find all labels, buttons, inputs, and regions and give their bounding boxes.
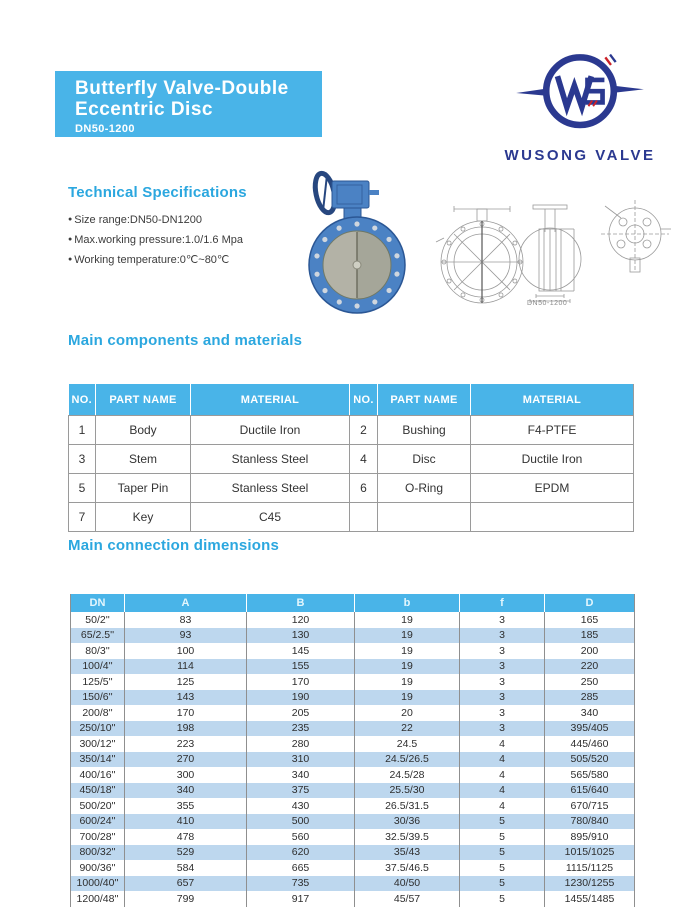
column-header: NO. xyxy=(350,384,378,416)
table-cell: 40/50 xyxy=(355,876,460,892)
section-heading-technical-specifications: Technical Specifications xyxy=(68,184,247,201)
table-cell: 350/14'' xyxy=(71,752,125,768)
table-cell: 205 xyxy=(247,705,355,721)
table-cell: EPDM xyxy=(471,474,634,503)
table-cell: 1230/1255 xyxy=(545,876,635,892)
table-cell: 120 xyxy=(247,612,355,628)
table-cell: 800/32'' xyxy=(71,845,125,861)
table-cell xyxy=(378,503,471,532)
table-cell: 735 xyxy=(247,876,355,892)
table-cell: 375 xyxy=(247,783,355,799)
table-cell: 5 xyxy=(460,891,545,907)
column-header: NO. xyxy=(69,384,96,416)
table-cell: Stem xyxy=(96,445,191,474)
table-cell: 26.5/31.5 xyxy=(355,798,460,814)
table-row xyxy=(71,752,635,768)
table-cell: 400/16'' xyxy=(71,767,125,783)
side-view-drawing xyxy=(516,202,588,306)
table-cell xyxy=(350,503,378,532)
table-cell: C45 xyxy=(191,503,350,532)
table-cell: 7 xyxy=(69,503,96,532)
table-cell: 395/405 xyxy=(545,721,635,737)
table-cell: 19 xyxy=(355,674,460,690)
table-cell: 170 xyxy=(125,705,247,721)
table-cell: 235 xyxy=(247,721,355,737)
table-cell: 430 xyxy=(247,798,355,814)
table-cell: 670/715 xyxy=(545,798,635,814)
table-cell: 5 xyxy=(460,845,545,861)
table-row xyxy=(71,829,635,845)
table-cell: Bushing xyxy=(378,416,471,445)
table-cell: 500/20'' xyxy=(71,798,125,814)
table-cell: 500 xyxy=(247,814,355,830)
table-cell: 5 xyxy=(69,474,96,503)
table-cell: 190 xyxy=(247,690,355,706)
components-table-header xyxy=(69,384,634,416)
table-cell: 185 xyxy=(545,628,635,644)
product-title-block xyxy=(55,71,322,137)
table-row xyxy=(71,736,635,752)
dimensions-table xyxy=(70,594,635,907)
table-cell: 220 xyxy=(545,659,635,675)
table-cell: 445/460 xyxy=(545,736,635,752)
table-cell: 280 xyxy=(247,736,355,752)
table-cell: 3 xyxy=(460,721,545,737)
table-cell: 35/43 xyxy=(355,845,460,861)
table-cell: 615/640 xyxy=(545,783,635,799)
table-row xyxy=(71,767,635,783)
table-cell: 1000/40'' xyxy=(71,876,125,892)
spec-item: ● Working temperature:0℃~80℃ xyxy=(68,250,243,270)
table-cell: 37.5/46.5 xyxy=(355,860,460,876)
table-cell: 198 xyxy=(125,721,247,737)
table-cell: 45/57 xyxy=(355,891,460,907)
table-cell: 22 xyxy=(355,721,460,737)
table-cell: 19 xyxy=(355,628,460,644)
column-header: A xyxy=(125,594,247,612)
table-cell: 30/36 xyxy=(355,814,460,830)
table-cell: 3 xyxy=(460,690,545,706)
table-row xyxy=(71,659,635,675)
table-cell: 125 xyxy=(125,674,247,690)
table-cell: 584 xyxy=(125,860,247,876)
table-cell: 665 xyxy=(247,860,355,876)
table-cell: 3 xyxy=(460,659,545,675)
table-cell: 5 xyxy=(460,829,545,845)
column-header: DN xyxy=(71,594,125,612)
table-cell: 300/12'' xyxy=(71,736,125,752)
table-cell: 19 xyxy=(355,690,460,706)
table-row xyxy=(71,798,635,814)
table-row xyxy=(71,674,635,690)
dimensions-table-header xyxy=(71,594,635,612)
section-heading-components: Main components and materials xyxy=(68,332,303,349)
table-row xyxy=(69,474,634,503)
table-cell: 19 xyxy=(355,643,460,659)
table-cell: 560 xyxy=(247,829,355,845)
table-row xyxy=(71,783,635,799)
table-cell: 5 xyxy=(460,876,545,892)
table-cell: 250 xyxy=(545,674,635,690)
table-cell: 1455/1485 xyxy=(545,891,635,907)
table-cell: 620 xyxy=(247,845,355,861)
column-header: PART NAME xyxy=(378,384,471,416)
table-cell: 32.5/39.5 xyxy=(355,829,460,845)
spec-item: ● Max.working pressure:1.0/1.6 Mpa xyxy=(68,230,243,250)
table-cell: 355 xyxy=(125,798,247,814)
table-cell: 65/2.5'' xyxy=(71,628,125,644)
table-cell: 300 xyxy=(125,767,247,783)
table-row xyxy=(71,860,635,876)
table-cell: 6 xyxy=(350,474,378,503)
table-cell: 25.5/30 xyxy=(355,783,460,799)
table-cell: 478 xyxy=(125,829,247,845)
column-header: f xyxy=(460,594,545,612)
table-cell: 20 xyxy=(355,705,460,721)
table-cell: 1200/48'' xyxy=(71,891,125,907)
table-cell: 4 xyxy=(460,783,545,799)
table-cell: 450/18'' xyxy=(71,783,125,799)
table-cell: 143 xyxy=(125,690,247,706)
table-cell: Disc xyxy=(378,445,471,474)
table-row xyxy=(71,814,635,830)
table-cell: 900/36'' xyxy=(71,860,125,876)
table-cell: 150/6'' xyxy=(71,690,125,706)
components-table xyxy=(68,384,634,532)
drawing-size-label: DN50-1200 xyxy=(527,300,568,307)
table-cell: 1 xyxy=(69,416,96,445)
table-cell: 700/28'' xyxy=(71,829,125,845)
product-title-line1: Butterfly Valve-Double xyxy=(75,78,289,99)
table-cell: 3 xyxy=(69,445,96,474)
table-cell: 223 xyxy=(125,736,247,752)
table-cell: 130 xyxy=(247,628,355,644)
table-row xyxy=(71,612,635,628)
table-cell: 270 xyxy=(125,752,247,768)
flange-view-drawing xyxy=(597,196,673,278)
table-cell: 155 xyxy=(247,659,355,675)
table-cell: 505/520 xyxy=(545,752,635,768)
table-cell: 24.5/26.5 xyxy=(355,752,460,768)
table-cell: 145 xyxy=(247,643,355,659)
table-row xyxy=(69,445,634,474)
product-title-line2: Eccentric Disc xyxy=(75,99,213,120)
table-cell: 24.5/28 xyxy=(355,767,460,783)
table-cell: 50/2'' xyxy=(71,612,125,628)
table-cell: 4 xyxy=(460,798,545,814)
table-cell: 125/5'' xyxy=(71,674,125,690)
table-cell: Key xyxy=(96,503,191,532)
table-cell: 3 xyxy=(460,612,545,628)
table-cell: 250/10'' xyxy=(71,721,125,737)
table-cell: 100/4'' xyxy=(71,659,125,675)
table-cell: 529 xyxy=(125,845,247,861)
brand-logo xyxy=(495,48,665,164)
wusong-logo-icon xyxy=(514,48,646,140)
table-cell: F4-PTFE xyxy=(471,416,634,445)
table-row xyxy=(71,891,635,907)
table-row xyxy=(71,643,635,659)
table-cell: 4 xyxy=(460,736,545,752)
table-cell: 1115/1125 xyxy=(545,860,635,876)
table-row xyxy=(71,705,635,721)
table-cell: 565/580 xyxy=(545,767,635,783)
table-cell: 3 xyxy=(460,643,545,659)
table-cell: 3 xyxy=(460,628,545,644)
table-cell: 657 xyxy=(125,876,247,892)
table-row xyxy=(71,721,635,737)
table-cell: 5 xyxy=(460,814,545,830)
column-header: b xyxy=(355,594,460,612)
table-cell: Stanless Steel xyxy=(191,474,350,503)
table-cell: O-Ring xyxy=(378,474,471,503)
table-cell: 3 xyxy=(460,674,545,690)
table-cell: 310 xyxy=(247,752,355,768)
table-cell: Body xyxy=(96,416,191,445)
table-cell: 200/8'' xyxy=(71,705,125,721)
table-row xyxy=(69,416,634,445)
product-size-range: DN50-1200 xyxy=(75,123,135,135)
table-cell: Taper Pin xyxy=(96,474,191,503)
column-header: D xyxy=(545,594,635,612)
column-header: MATERIAL xyxy=(471,384,634,416)
table-cell: 114 xyxy=(125,659,247,675)
table-cell: 165 xyxy=(545,612,635,628)
section-heading-dimensions: Main connection dimensions xyxy=(68,537,280,554)
table-cell: 100 xyxy=(125,643,247,659)
table-cell: 1015/1025 xyxy=(545,845,635,861)
spec-item: ● Size range:DN50-DN1200 xyxy=(68,210,243,230)
table-cell: Ductile Iron xyxy=(471,445,634,474)
table-cell: 340 xyxy=(247,767,355,783)
table-row xyxy=(71,628,635,644)
table-cell: 410 xyxy=(125,814,247,830)
table-cell: Stanless Steel xyxy=(191,445,350,474)
table-cell: 19 xyxy=(355,659,460,675)
table-row xyxy=(69,503,634,532)
table-cell: 200 xyxy=(545,643,635,659)
table-row xyxy=(71,690,635,706)
table-cell: 93 xyxy=(125,628,247,644)
table-cell: 4 xyxy=(460,752,545,768)
table-row xyxy=(71,845,635,861)
table-cell: 83 xyxy=(125,612,247,628)
table-cell: 19 xyxy=(355,612,460,628)
table-cell xyxy=(471,503,634,532)
table-cell: 24.5 xyxy=(355,736,460,752)
column-header: MATERIAL xyxy=(191,384,350,416)
table-cell: 4 xyxy=(460,767,545,783)
table-cell: 780/840 xyxy=(545,814,635,830)
brand-name: WUSONG VALVE xyxy=(504,147,656,164)
table-cell: 895/910 xyxy=(545,829,635,845)
table-cell: 917 xyxy=(247,891,355,907)
table-cell: 2 xyxy=(350,416,378,445)
column-header: PART NAME xyxy=(96,384,191,416)
valve-photo xyxy=(296,166,418,318)
column-header: B xyxy=(247,594,355,612)
table-cell: 4 xyxy=(350,445,378,474)
table-row xyxy=(71,876,635,892)
spec-list xyxy=(68,210,243,270)
table-cell: 80/3'' xyxy=(71,643,125,659)
table-cell: 340 xyxy=(545,705,635,721)
table-cell: 5 xyxy=(460,860,545,876)
table-cell: 600/24'' xyxy=(71,814,125,830)
table-cell: 799 xyxy=(125,891,247,907)
table-cell: 170 xyxy=(247,674,355,690)
table-cell: 3 xyxy=(460,705,545,721)
table-cell: 340 xyxy=(125,783,247,799)
table-cell: 285 xyxy=(545,690,635,706)
table-cell: Ductile Iron xyxy=(191,416,350,445)
